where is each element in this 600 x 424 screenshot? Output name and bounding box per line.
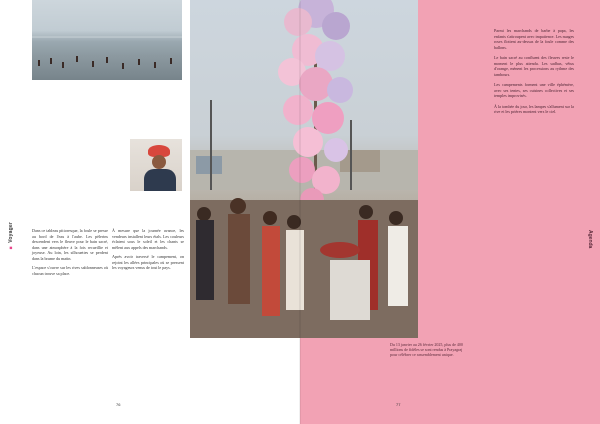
paragraph: Parmi les marchands de barbe à papa, les enfants s'attroupent avec impatience. Les nuages roses flottent au-dessus de la foule comme des ballons. [494,28,574,50]
page-fold [299,0,301,424]
photo-caption: Du 13 janvier au 26 février 2025, plus de 400 millions de fidèles se sont rendus à Prayagraj pour célébrer ce rassemblement unique. [390,342,463,358]
section-tab-left [8,222,14,251]
tab-dot-icon: ■ [8,242,14,251]
photo-figure [92,61,94,67]
photo-figure [76,56,78,62]
photo-figure [50,58,52,64]
paragraph: À mesure que la journée avance, les vendeurs installent leurs étals. Les couleurs éclatent sous le soleil et les chants se mêlent aux appels des marchands. [112,228,184,250]
paragraph: L'espace s'ouvre sur les rives sablonneuses où chacun trouve sa place. [32,265,108,276]
page-number-right: 77 [396,402,401,407]
paragraph: Dans ce tableau pittoresque, la foule se presse au bord de l'eau à l'aube. Les pèlerins descendent vers le fleuve pour le bain sacré, dans une atmosphère à la fois recueillie et joyeuse. Au loin, les silhouettes se perdent dans la brume du matin. [32,228,108,261]
paragraph: À la tombée du jour, les lampes s'allument sur la rive et les prières montent vers le ciel. [494,103,574,114]
photo-figure [106,57,108,63]
page-number-left: 76 [116,402,121,407]
paragraph: Après avoir traversé le campement, on rejoint les allées principales où se pressent les voyageurs venus de tout le pays. [112,254,184,270]
photo-horizon [32,36,182,38]
photo-body [144,169,176,191]
section-tab-label: Voyager [8,222,14,243]
photo-figure [154,62,156,68]
photo-figure [170,58,172,64]
photo-figure [138,59,140,65]
beach-crowd-photo [32,0,182,80]
photo-figure [38,60,40,66]
article-column-2 [112,228,184,275]
market-scene-graphic [190,0,418,338]
photo-figure [122,63,124,69]
paragraph: Les campements forment une ville éphémère, avec ses tentes, ses cuisines collectives et ses temples improvisés. [494,82,574,98]
section-tab-right: Agenda [587,230,593,249]
photo-face [152,155,166,169]
turban-portrait-photo [130,139,182,191]
paragraph: Le bain sacré au confluent des fleuves reste le moment le plus attendu. Les sadhus, vêtus d'orange, mènent les processions au rythme des tambours. [494,55,574,77]
cotton-candy-market-photo [190,0,418,338]
article-column-1 [32,228,108,280]
article-column-3 [494,28,574,120]
photo-figure [62,62,64,68]
